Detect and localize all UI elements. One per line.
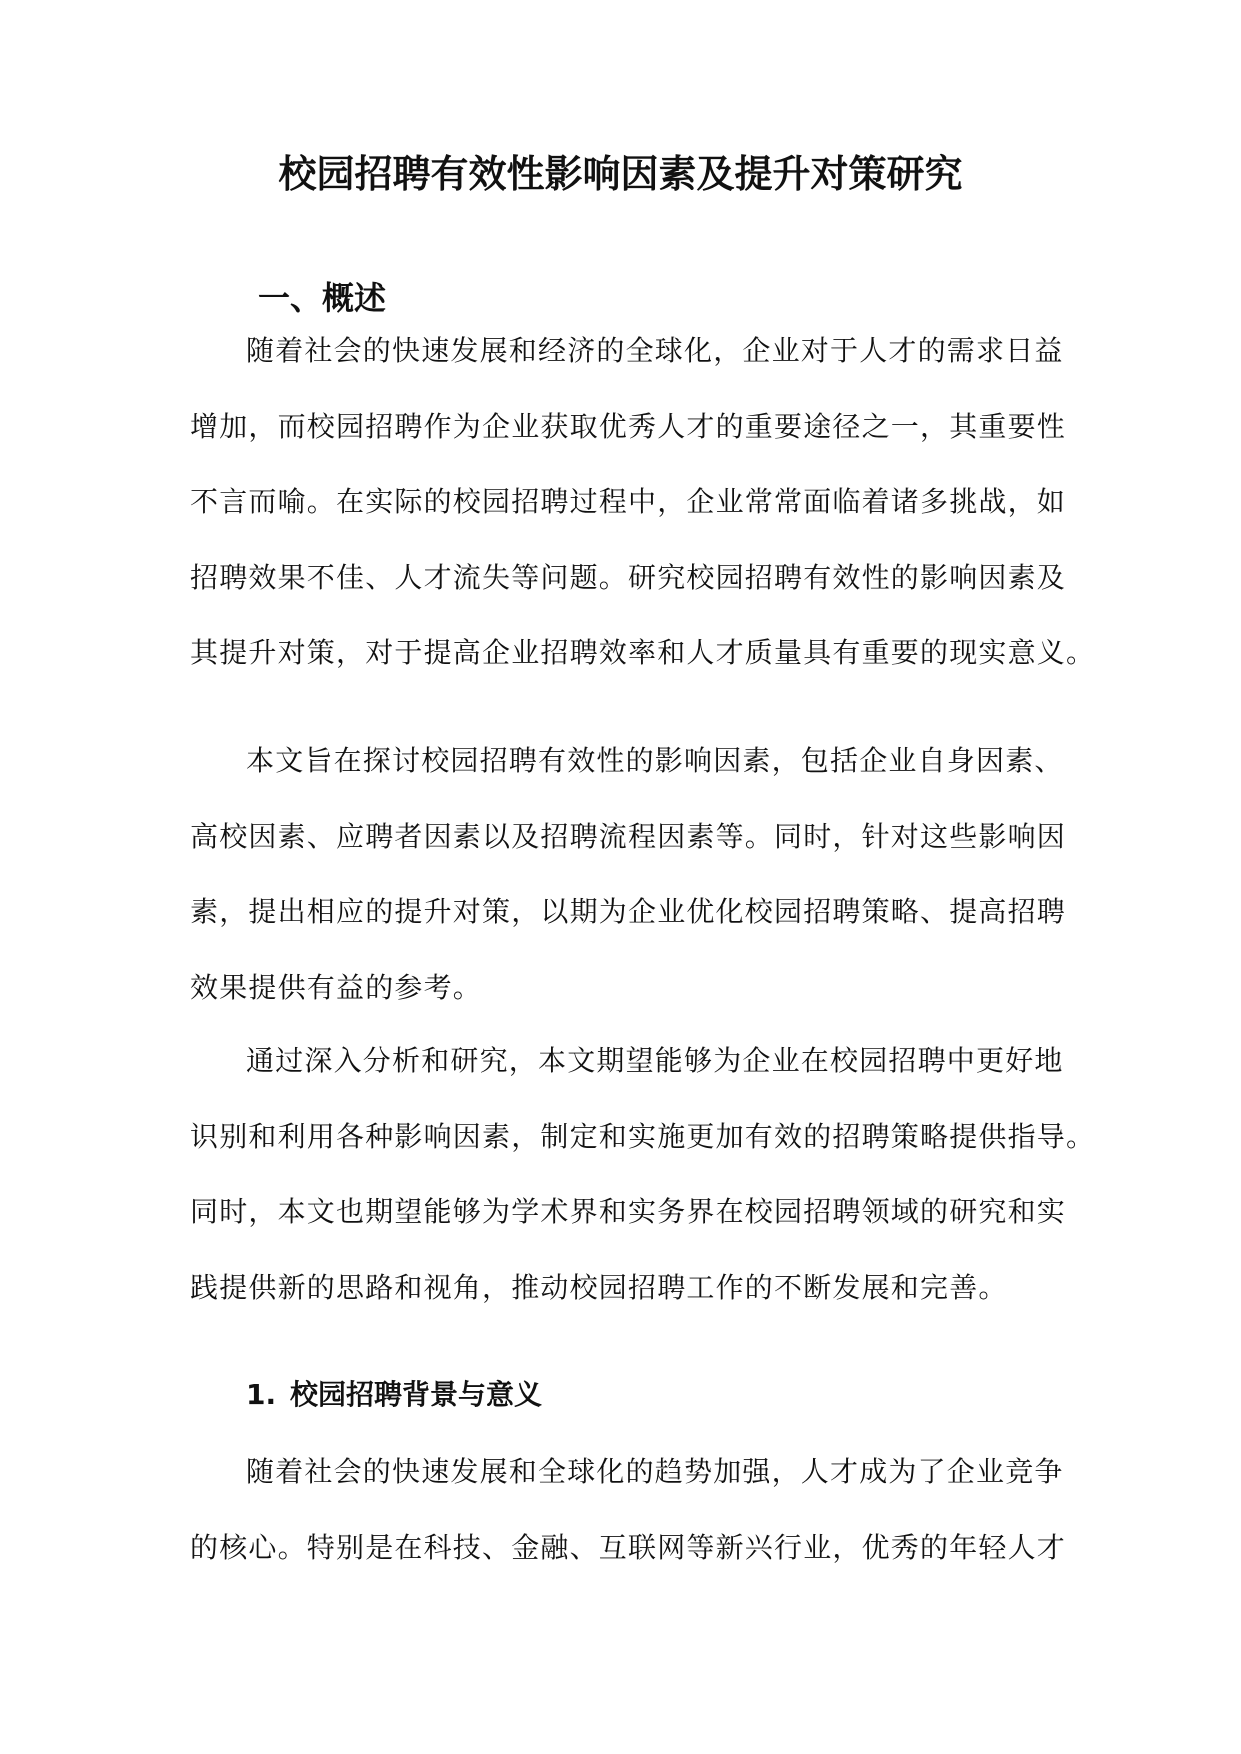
overview-paragraph-1 xyxy=(190,331,1096,709)
paragraph-line: 本文旨在探讨校园招聘有效性的影响因素，包括企业自身因素、 xyxy=(246,744,1064,777)
subsection-heading-background xyxy=(246,1377,542,1413)
section-heading-overview: 一、概述 xyxy=(258,279,387,317)
subsection-number: 1. xyxy=(246,1378,277,1411)
document-title: 校园招聘有效性影响因素及提升对策研究 xyxy=(278,152,963,196)
paragraph-line: 的核心。特别是在科技、金融、互联网等新兴行业，优秀的年轻人才 xyxy=(190,1530,1067,1564)
paragraph-line: 不言而喻。在实际的校园招聘过程中，企业常常面临着诸多挑战，如 xyxy=(190,485,1067,518)
paragraph-line: 招聘效果不佳、人才流失等问题。研究校园招聘有效性的影响因素及 xyxy=(190,560,1067,594)
overview-paragraph-3 xyxy=(190,1041,1096,1343)
background-paragraph-1 xyxy=(190,1452,1067,1603)
paragraph-line: 高校因素、应聘者因素以及招聘流程因素等。同时，针对这些影响因 xyxy=(190,819,1067,853)
paragraph-line: 随着社会的快速发展和全球化的趋势加强，人才成为了企业竞争 xyxy=(246,1455,1064,1488)
subsection-title: 校园招聘背景与意义 xyxy=(290,1378,543,1411)
paragraph-line: 践提供新的思路和视角，推动校园招聘工作的不断发展和完善。 xyxy=(190,1270,1008,1304)
paragraph-line: 增加，而校园招聘作为企业获取优秀人才的重要途径之一，其重要性 xyxy=(190,409,1067,443)
paragraph-line: 随着社会的快速发展和经济的全球化，企业对于人才的需求日益 xyxy=(246,334,1064,367)
paragraph-line: 素，提出相应的提升对策，以期为企业优化校园招聘策略、提高招聘 xyxy=(190,895,1067,928)
paragraph-line: 识别和利用各种影响因素，制定和实施更加有效的招聘策略提供指导。 xyxy=(190,1119,1096,1153)
overview-paragraph-2 xyxy=(190,741,1067,1043)
paragraph-line: 通过深入分析和研究，本文期望能够为企业在校园招聘中更好地 xyxy=(246,1044,1064,1077)
paragraph-line: 其提升对策，对于提高企业招聘效率和人才质量具有重要的现实意义。 xyxy=(190,636,1096,669)
paragraph-line: 效果提供有益的参考。 xyxy=(190,970,483,1004)
paragraph-line: 同时，本文也期望能够为学术界和实务界在校园招聘领域的研究和实 xyxy=(190,1195,1067,1228)
